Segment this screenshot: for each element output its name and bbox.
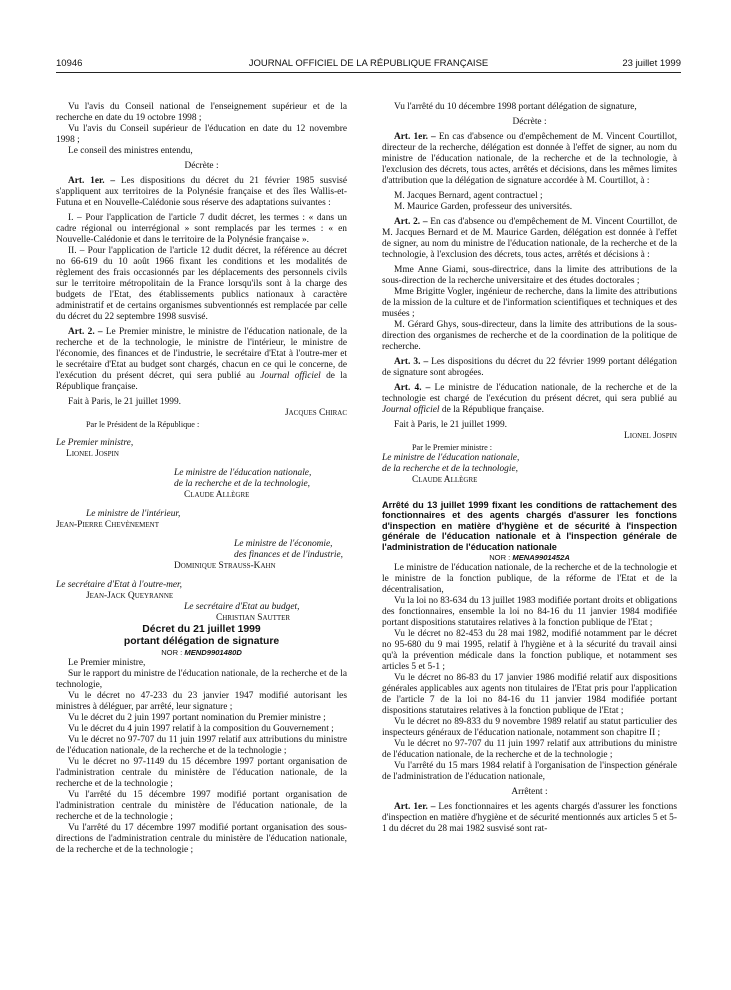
men-title: Le ministre de l'éducation nationale, [174, 468, 312, 478]
budget-title: Le secrétaire d'Etat au budget, [184, 602, 300, 612]
economy-title: Le ministre de l'économie, [234, 539, 333, 549]
left-column [56, 102, 347, 856]
article-2: Art. 2. – Le Premier ministre, le ministre de l'éducation nationale, de la recherche et de la technologie, le ministre de l'intérieur, le ministre de l'économie, des finances et de l'industrie, le secrétaire d'Etat à l'outre-mer et le secrétaire d'Etat au budget sont chargés, chacun en ce qui le concerne, de l'exécution du présent décret, qui sera publié au Journal officiel de la République française. [56, 327, 347, 392]
delegate-item: M. Maurice Garden, professeur des universités. [394, 202, 573, 212]
interior-name: Jean-Pierre Chevènement [56, 520, 160, 530]
article-1: Art. 1er. – Les dispositions du décret du 21 février 1985 susvisé s'appliquent aux territoires de la Polynésie française et des îles Wallis-et-Futuna et en Nouvelle-Calédonie sous réserve des adaptations suivantes : [56, 176, 347, 208]
delegate-item: Mme Brigitte Vogler, ingénieur de recherche, dans la limite des attributions de la mission de la culture et de l'information scientifiques et techniques et des musées ; [382, 287, 677, 319]
decree-paragraph: Vu le décret no 97-1149 du 15 décembre 1997 portant organisation de l'administration centrale du ministère de l'éducation nationale, de la recherche et de la technologie ; [56, 757, 347, 789]
visa-paragraph: Vu l'arrêté du 10 décembre 1998 portant délégation de signature, [394, 102, 637, 112]
par-pm: Par le Premier ministre : [412, 443, 493, 452]
visa-paragraph: Vu l'avis du Conseil supérieur de l'éducation en date du 12 novembre 1998 ; [56, 124, 347, 145]
pm-name: Lionel Jospin [66, 449, 119, 459]
page-header [56, 58, 681, 70]
arretent-heading: Arrêtent : [511, 787, 548, 798]
arrete-article-1: Art. 1er. – Les fonctionnaires et les agents chargés d'assurer les fonctions d'inspection en matière d'hygiène et de sécurité mentionnés aux articles 5 et 5-1 du décret du 28 mai 1982 susvisé sont rat- [382, 802, 678, 835]
visa-paragraph: Vu l'avis du Conseil national de l'enseignement supérieur et de la recherche en date du 19 octobre 1998 ; [56, 102, 347, 123]
arrete-paragraph: Vu le décret no 86-83 du 17 janvier 1986 modifié relatif aux dispositions générales applicables aux agents non titulaires de l'Etat pris pour l'application de l'article 7 de la loi no 84-16 du 11 janvier 1984 modifiée portant dispositions statutaires relatives à la fonction publique de l'Etat ; [382, 673, 677, 717]
par-president: Par le Président de la République : [86, 420, 200, 429]
fait-a-paris: Fait à Paris, le 21 juillet 1999. [394, 420, 508, 430]
article-1-section-ii: II. – Pour l'application de l'article 12 dudit décret, la référence au décret no 66-619 du 10 août 1966 fixant les conditions et les modalités de règlement des frais occasionnés par les déplacements des personnels civils sur le territoire métropolitain de la France lorsqu'ils sont à la charge des budgets de l'Etat, des établissements publics nationaux à caractère administratif et de certains organismes subventionnés est remplacée par celle du décret du 22 septembre 1998 susvisé. [56, 246, 347, 322]
arrete-nor: NOR : MENA9901452A [489, 553, 570, 563]
decree-paragraph: Vu l'arrêté du 15 décembre 1997 modifié portant organisation de l'administration centrale du ministère de l'éducation nationale, de la recherche et de la technologie ; [56, 790, 347, 822]
decree-nor: NOR : MEND9901480D [161, 648, 242, 657]
delegate-item: M. Jacques Bernard, agent contractuel ; [394, 191, 543, 201]
delegate-item: M. Gérard Ghys, sous-directeur, dans la limite des attributions de la sous-direction des organismes de recherche et de la coordination de la politique de recherche. [382, 320, 677, 352]
decree-paragraph: Sur le rapport du ministre de l'éducation nationale, de la recherche et de la technologie, [56, 669, 347, 690]
budget-name: Christian Sautter [216, 613, 291, 623]
decree-paragraph: Vu le décret du 4 juin 1997 relatif à la composition du Gouvernement ; [68, 724, 334, 734]
outremer-title: Le secrétaire d'Etat à l'outre-mer, [56, 580, 182, 590]
delegate-item: Mme Anne Giami, sous-directrice, dans la limite des attributions de la sous-direction de la recherche universitaire et des études doctorales ; [382, 265, 677, 286]
arrete-paragraph: Vu le décret no 82-453 du 28 mai 1982, modifié notamment par le décret no 95-680 du 9 mai 1995, relatif à l'hygiène et à la sécurité du travail ainsi qu'à la prévention médicale dans la fonction publique, et notamment ses articles 5 et 5-1 ; [382, 629, 677, 673]
decrete-heading: Décrète : [184, 161, 219, 171]
outremer-name: Jean-Jack Queyranne [86, 591, 174, 601]
article-label: Art. 1er. – [394, 132, 436, 142]
article-label: Art. 3. – [394, 357, 429, 367]
decrete-heading: Décrète : [512, 117, 547, 127]
article-3: Art. 3. – Les dispositions du décret du 22 février 1999 portant délégation de signature sont abrogées. [382, 357, 677, 378]
men-title: Le ministre de l'éducation nationale, [382, 453, 520, 463]
men-name: Claude Allègre [184, 490, 250, 500]
signature-jospin: Lionel Jospin [624, 431, 677, 441]
article-1: Art. 1er. – En cas d'absence ou d'empêchement de M. Vincent Courtillot, directeur de la recherche, délégation est donnée à l'effet de signer, au nom du ministre de l'éducation nationale, de la recherche et de la technologie, à l'exclusion des décrets, tous actes, arrêtés et décisions, dans les mêmes limites d'attribution que la délégation de signature accordée à M. Courtillot, à : [382, 132, 678, 186]
issue-date: 23 juillet 1999 [622, 58, 681, 69]
men-title: de la recherche et de la technologie, [382, 464, 518, 474]
page-number: 10946 [56, 58, 83, 69]
decree-paragraph: Vu le décret no 47-233 du 23 janvier 1947 modifié autorisant les ministres à déléguer, par arrêté, leur signature ; [56, 691, 347, 712]
header-rule [56, 72, 681, 73]
arrete-title: Arrêté du 13 juillet 1999 fixant les conditions de rattachement des fonctionnaires et des agents chargés d'assurer les fonctions d'inspection en matière d'hygiène et de sécurité à l'inspection générale de l'éducation nationale et à l'inspection générale de l'administration de l'éducation nationale [382, 500, 677, 552]
journal-title: JOURNAL OFFICIEL DE LA RÉPUBLIQUE FRANÇAISE [248, 58, 489, 69]
interior-title: Le ministre de l'intérieur, [86, 509, 181, 519]
article-label: Art. 1er. – [394, 802, 436, 813]
article-label: Art. 1er. – [68, 176, 116, 186]
men-name: Claude Allègre [412, 475, 478, 485]
article-2: Art. 2. – En cas d'absence ou d'empêchement de M. Vincent Courtillot, de M. Jacques Bernard et de M. Maurice Garden, délégation est donnée à l'effet de signer, au nom du ministre de l'éducation nationale, de la recherche et de la technologie, à l'exclusion des décrets, tous actes, arrêtés et décisions à : [382, 217, 677, 260]
arrete-paragraph: Vu la loi no 83-634 du 13 juillet 1983 modifiée portant droits et obligations des fonctionnaires, ensemble la loi no 84-16 du 11 janvier 1984 modifiée portant dispositions statutaires relatives à la fonction publique de l'Etat ; [382, 596, 677, 629]
decree-paragraph: Le Premier ministre, [68, 658, 146, 668]
signature-chirac: Jacques Chirac [284, 408, 347, 418]
visa-paragraph: Le conseil des ministres entendu, [68, 146, 193, 156]
economy-name: Dominique Strauss-Kahn [174, 561, 276, 571]
economy-title: des finances et de l'industrie, [234, 550, 344, 560]
decree-paragraph: Vu l'arrêté du 17 décembre 1997 modifié portant organisation des sous-directions de l'administration centrale du ministère de l'éducation nationale, de la recherche et de la technologie ; [56, 823, 347, 855]
arrete-paragraph: Le ministre de l'éducation nationale, de la recherche et de la technologie et le ministre de la fonction publique, de la réforme de l'Etat et de la décentralisation, [382, 563, 677, 596]
arrete-paragraph: Vu le décret no 89-833 du 9 novembre 1989 relatif au statut particulier des inspecteurs généraux de l'éducation nationale, notamment son chapitre II ; [382, 717, 677, 739]
right-column [382, 102, 677, 835]
decree-title: portant délégation de signature [123, 635, 280, 647]
article-label: Art. 4. – [394, 383, 431, 393]
article-1-section-i: I. – Pour l'application de l'article 7 dudit décret, les termes : « dans un cadre régional ou interrégional » sont remplacés par les termes : « en Nouvelle-Calédonie et dans le territoire de la Polynésie française ». [56, 213, 347, 245]
article-label: Art. 2. – [394, 217, 428, 227]
article-label: Art. 2. – [68, 327, 103, 337]
men-title: de la recherche et de la technologie, [174, 479, 310, 489]
arrete-paragraph: Vu le décret no 97-707 du 11 juin 1997 relatif aux attributions du ministre de l'éducation nationale, de la recherche et de la technologie ; [382, 739, 677, 761]
fait-a-paris: Fait à Paris, le 21 juillet 1999. [68, 397, 182, 407]
pm-title: Le Premier ministre, [56, 438, 134, 448]
article-4: Art. 4. – Le ministre de l'éducation nationale, de la recherche et de la technologie est chargé de l'exécution du présent décret, qui sera publié au Journal officiel de la République française. [382, 383, 677, 415]
arrete-paragraph: Vu l'arrêté du 15 mars 1984 relatif à l'organisation de l'inspection générale de l'administration de l'éducation nationale, [382, 761, 677, 783]
decree-paragraph: Vu le décret du 2 juin 1997 portant nomination du Premier ministre ; [68, 713, 326, 723]
decree-paragraph: Vu le décret no 97-707 du 11 juin 1997 relatif aux attributions du ministre de l'éducation nationale, de la recherche et de la technologie ; [56, 735, 347, 756]
decree-title: Décret du 21 juillet 1999 [142, 624, 261, 635]
